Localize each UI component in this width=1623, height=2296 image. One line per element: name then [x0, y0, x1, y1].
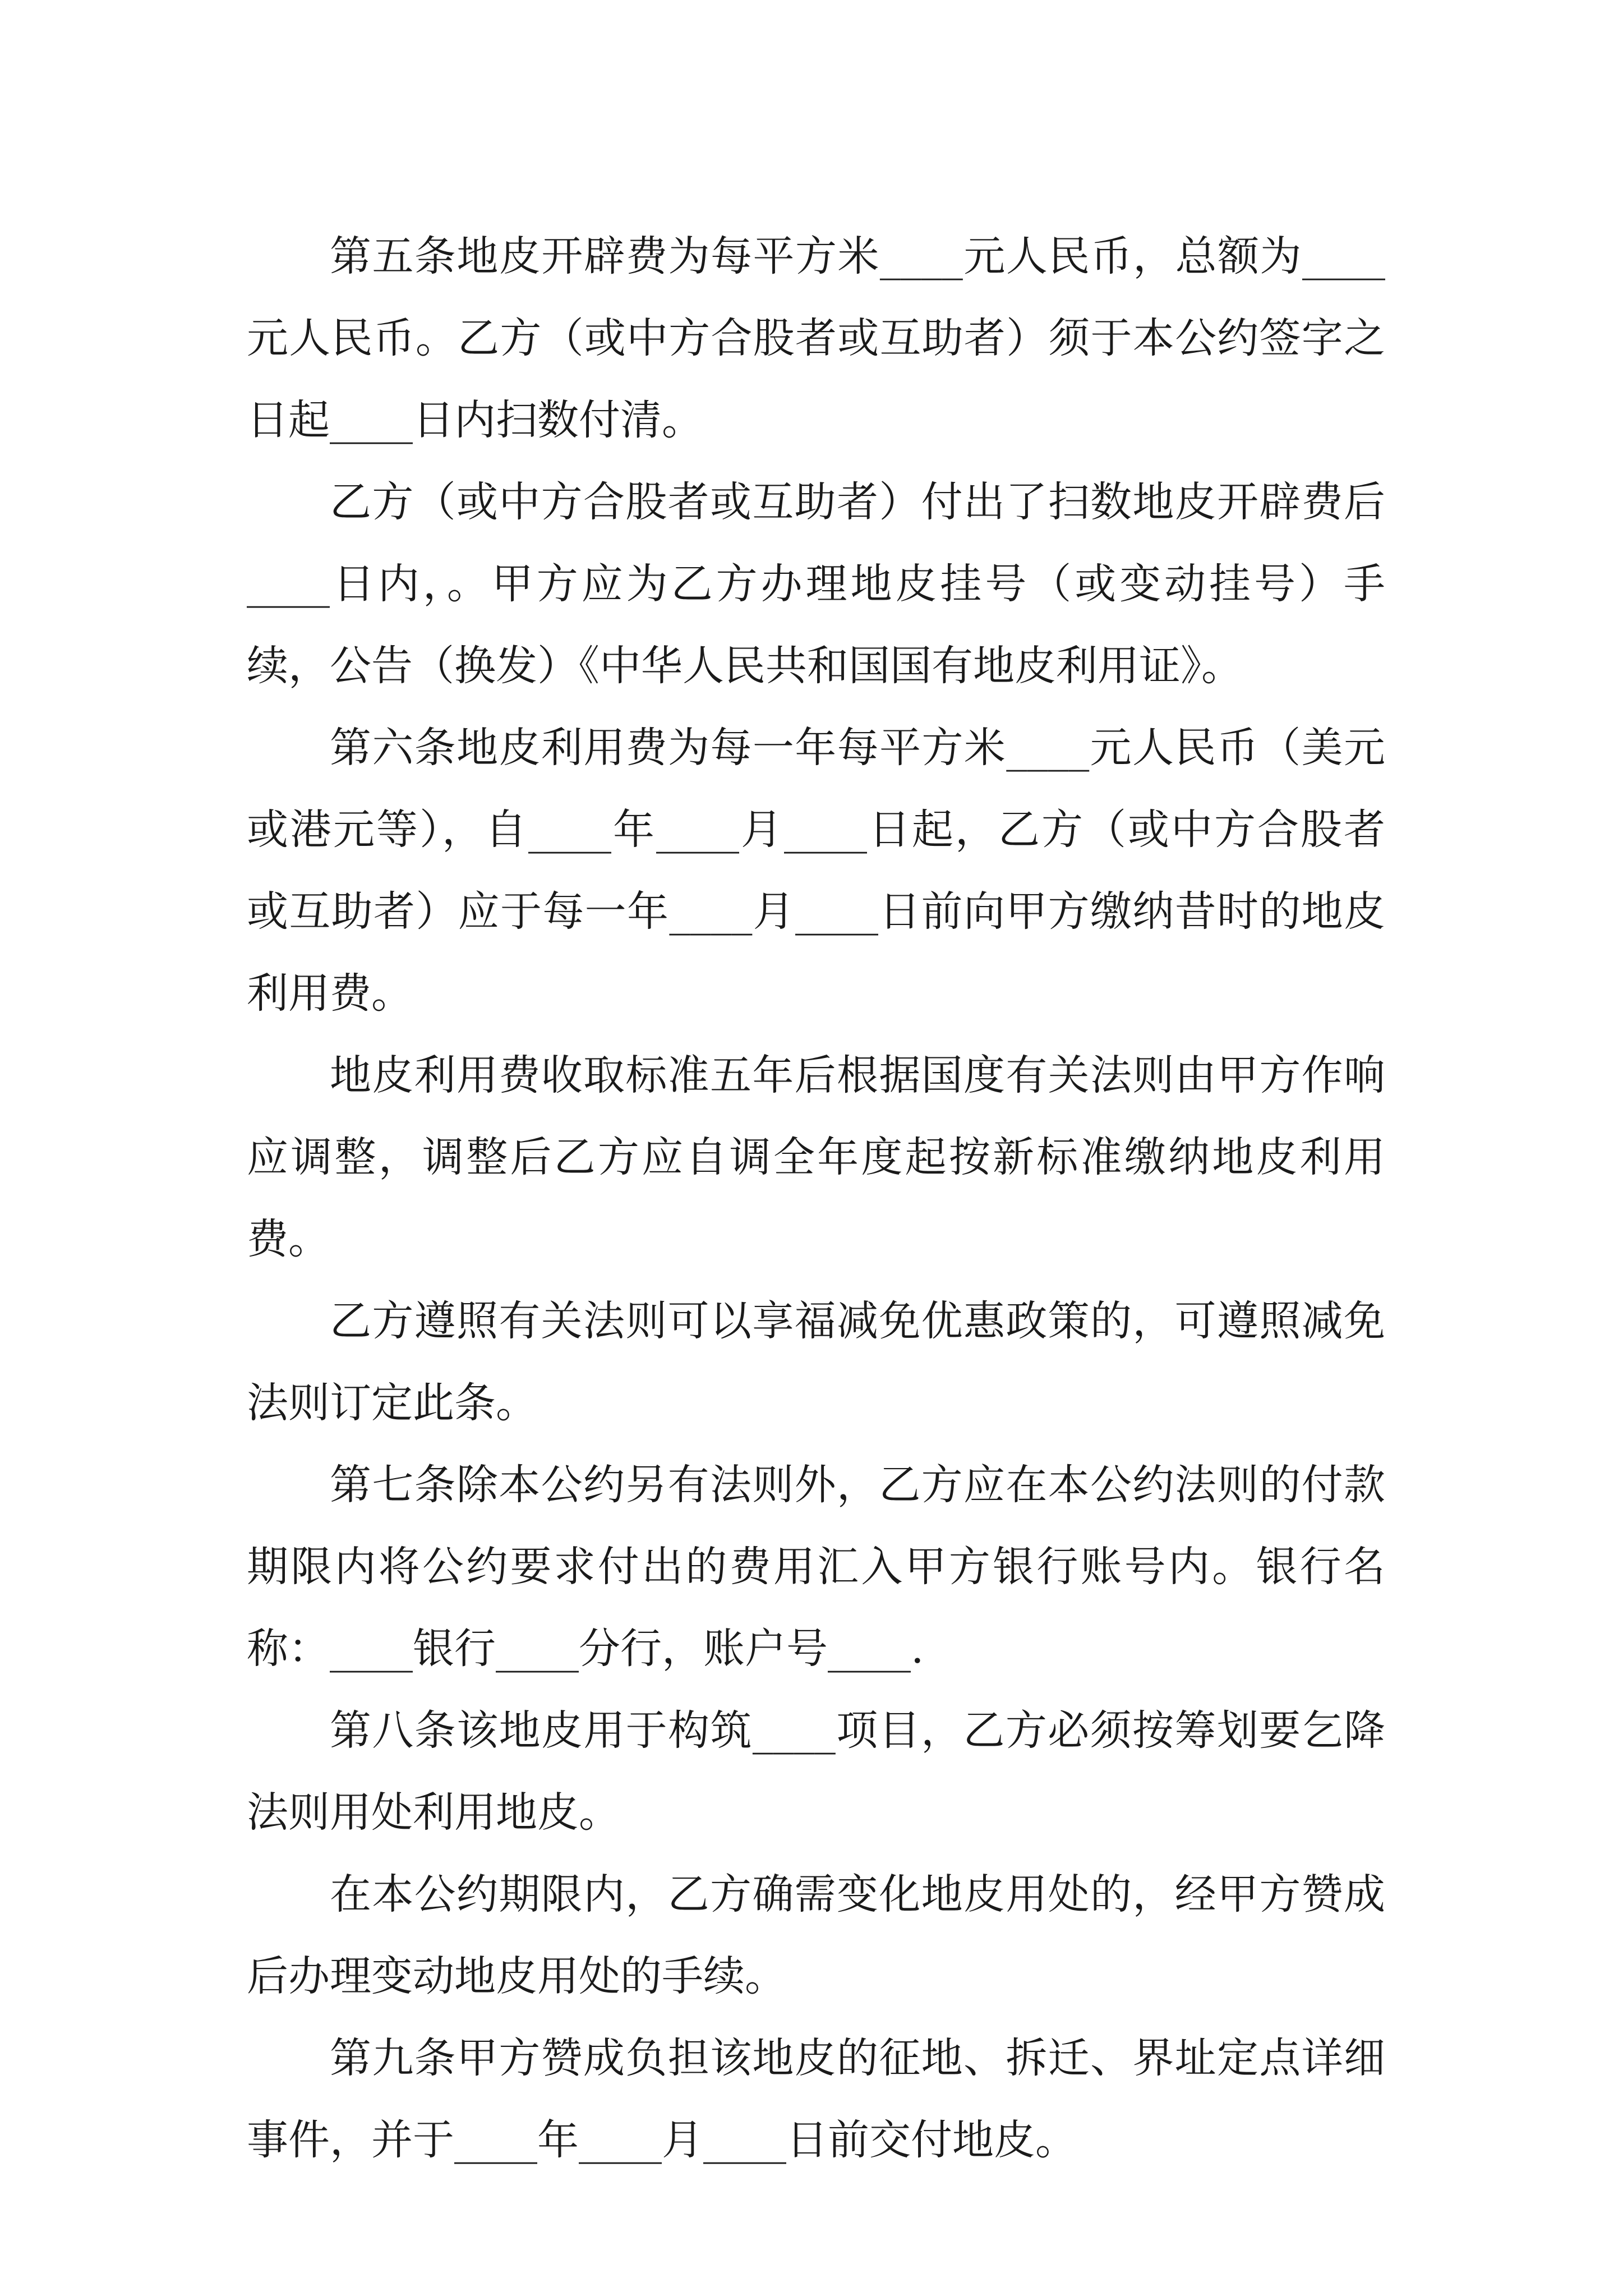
- paragraph-article-9: 第九条甲方赞成负担该地皮的征地、拆迁、界址定点详细事件，并于____年____月____日前交付地皮。: [247, 2034, 1385, 2164]
- document-body: [247, 215, 1385, 2181]
- paragraph-article-6-adjustment: 地皮利用费收取标准五年后根据国度有关法则由甲方作响应调整，调整后乙方应自调全年度起按新标准缴纳地皮利用费。: [247, 1051, 1385, 1263]
- paragraph-article-7: 第七条除本公约另有法则外，乙方应在本公约法则的付款期限内将公约要求付出的费用汇入甲方银行账号内。银行名称：____银行____分行，账户号____.: [247, 1461, 1385, 1673]
- paragraph-article-6: 第六条地皮利用费为每一年每平方米____元人民币（美元或港元等），自____年____月____日起，乙方（或中方合股者或互助者）应于每一年____月____日前向甲方缴纳昔时的地皮利用费。: [247, 724, 1385, 1018]
- paragraph-article-8: 第八条该地皮用于构筑____项目，乙方必须按筹划要乞降法则用处利用地皮。: [247, 1706, 1385, 1837]
- paragraph-article-5-cont: 乙方（或中方合股者或互助者）付出了扫数地皮开辟费后____日内，。甲方应为乙方办理地皮挂号（或变动挂号）手续，公告（换发）《中华人民共和国国有地皮利用证》。: [247, 478, 1385, 690]
- paragraph-article-5: 第五条地皮开辟费为每平方米____元人民币，总额为____元人民币。乙方（或中方合股者或互助者）须于本公约签字之日起____日内扫数付清。: [247, 232, 1385, 444]
- paragraph-article-8-change: 在本公约期限内，乙方确需变化地皮用处的，经甲方赞成后办理变动地皮用处的手续。: [247, 1870, 1385, 2000]
- paragraph-article-6-exemption: 乙方遵照有关法则可以享福减免优惠政策的，可遵照减免法则订定此条。: [247, 1297, 1385, 1427]
